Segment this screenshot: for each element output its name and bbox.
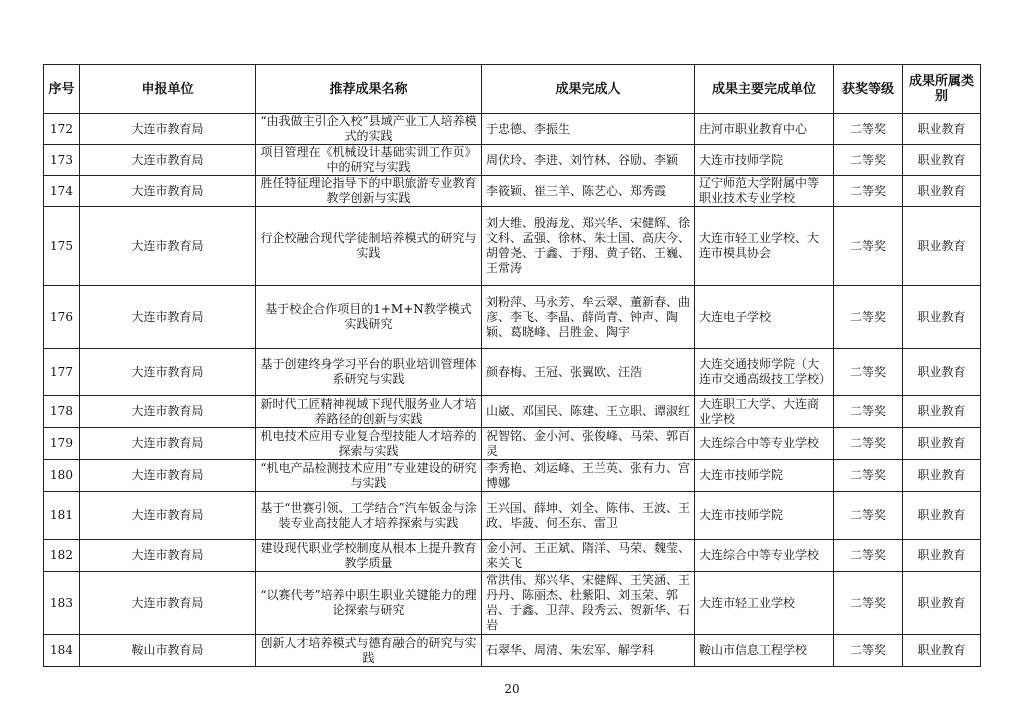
cell-main-unit: 大连职工大学、大连商业学校 <box>695 396 834 428</box>
cell-main-unit: 辽宁师范大学附属中等职业技术专业学校 <box>695 176 834 207</box>
table-row <box>44 540 981 572</box>
table-row <box>44 460 981 492</box>
cell-level: 二等奖 <box>834 396 903 428</box>
cell-unit: 大连市教育局 <box>80 492 256 540</box>
cell-level: 二等奖 <box>834 572 903 635</box>
cell-title: 创新人才培养模式与德育融合的研究与实践 <box>256 635 482 667</box>
cell-category: 职业教育 <box>903 492 981 540</box>
cell-category: 职业教育 <box>903 349 981 396</box>
cell-level: 二等奖 <box>834 286 903 349</box>
table-row <box>44 396 981 428</box>
cell-level: 二等奖 <box>834 460 903 492</box>
cell-no: 183 <box>44 572 80 635</box>
cell-people: 刘粉萍、马永芳、牟云翠、董新春、曲彦、李飞、李晶、薛尚青、钟声、陶颖、葛晓峰、吕胜金、陶宇 <box>482 286 695 349</box>
cell-no: 184 <box>44 635 80 667</box>
cell-category: 职业教育 <box>903 207 981 286</box>
cell-level: 二等奖 <box>834 428 903 460</box>
cell-level: 二等奖 <box>834 176 903 207</box>
cell-category: 职业教育 <box>903 286 981 349</box>
cell-main-unit: 大连市技师学院 <box>695 460 834 492</box>
cell-level: 二等奖 <box>834 540 903 572</box>
header-unit: 申报单位 <box>80 65 256 114</box>
table-row <box>44 492 981 540</box>
cell-no: 180 <box>44 460 80 492</box>
cell-no: 182 <box>44 540 80 572</box>
cell-main-unit: 大连市轻工业学校 <box>695 572 834 635</box>
cell-people: 王兴国、薛坤、刘全、陈伟、王波、王政、毕菠、何丕东、雷卫 <box>482 492 695 540</box>
cell-category: 职业教育 <box>903 635 981 667</box>
cell-main-unit: 大连交通技师学院（大连市交通高级技工学校） <box>695 349 834 396</box>
cell-level: 二等奖 <box>834 145 903 176</box>
cell-title: 机电技术应用专业复合型技能人才培养的探索与实践 <box>256 428 482 460</box>
cell-level: 二等奖 <box>834 207 903 286</box>
table-row <box>44 286 981 349</box>
cell-unit: 大连市教育局 <box>80 176 256 207</box>
cell-people: 颜春梅、王冠、张翼欧、汪浩 <box>482 349 695 396</box>
cell-title: 行企校融合现代学徒制培养模式的研究与实践 <box>256 207 482 286</box>
cell-no: 174 <box>44 176 80 207</box>
cell-title: “机电产品检测技术应用”专业建设的研究与实践 <box>256 460 482 492</box>
table-row <box>44 428 981 460</box>
cell-level: 二等奖 <box>834 492 903 540</box>
cell-people: 金小河、王正斌、隋洋、马荣、魏莹、来关飞 <box>482 540 695 572</box>
cell-title: 建设现代职业学校制度从根本上提升教育教学质量 <box>256 540 482 572</box>
cell-people: 山崴、邓国民、陈建、王立职、谭淑红 <box>482 396 695 428</box>
cell-category: 职业教育 <box>903 572 981 635</box>
cell-unit: 大连市教育局 <box>80 114 256 145</box>
header-level: 获奖等级 <box>834 65 903 114</box>
cell-unit: 大连市教育局 <box>80 145 256 176</box>
cell-main-unit: 大连市轻工业学校、大连市模具协会 <box>695 207 834 286</box>
cell-title: 基于“世赛引领、工学结合”汽车钣金与涂装专业高技能人才培养探索与实践 <box>256 492 482 540</box>
table-row <box>44 114 981 145</box>
cell-no: 178 <box>44 396 80 428</box>
cell-main-unit: 大连综合中等专业学校 <box>695 428 834 460</box>
cell-people: 周伏玲、李进、刘竹林、谷励、李颖 <box>482 145 695 176</box>
cell-unit: 鞍山市教育局 <box>80 635 256 667</box>
cell-no: 181 <box>44 492 80 540</box>
cell-category: 职业教育 <box>903 396 981 428</box>
cell-unit: 大连市教育局 <box>80 349 256 396</box>
table-row <box>44 176 981 207</box>
table-header-row <box>44 65 981 114</box>
cell-people: 李秀艳、刘运峰、王兰英、张有力、宫博娜 <box>482 460 695 492</box>
header-main-unit: 成果主要完成单位 <box>695 65 834 114</box>
cell-unit: 大连市教育局 <box>80 572 256 635</box>
table-row <box>44 572 981 635</box>
cell-people: 李筱颖、崔三羊、陈艺心、郑秀霞 <box>482 176 695 207</box>
cell-title: 项目管理在《机械设计基础实训工作页》中的研究与实践 <box>256 145 482 176</box>
table-row <box>44 635 981 667</box>
cell-title: “以赛代考”培养中职生职业关键能力的理论探索与研究 <box>256 572 482 635</box>
table-row <box>44 349 981 396</box>
cell-unit: 大连市教育局 <box>80 428 256 460</box>
cell-category: 职业教育 <box>903 114 981 145</box>
cell-no: 177 <box>44 349 80 396</box>
cell-main-unit: 庄河市职业教育中心 <box>695 114 834 145</box>
cell-no: 175 <box>44 207 80 286</box>
cell-people: 于忠德、李振生 <box>482 114 695 145</box>
cell-unit: 大连市教育局 <box>80 540 256 572</box>
cell-level: 二等奖 <box>834 349 903 396</box>
cell-title: “由我做主引企入校”县域产业工人培养模式的实践 <box>256 114 482 145</box>
cell-title: 基于创建终身学习平台的职业培训管理体系研究与实践 <box>256 349 482 396</box>
cell-no: 176 <box>44 286 80 349</box>
cell-main-unit: 鞍山市信息工程学校 <box>695 635 834 667</box>
cell-category: 职业教育 <box>903 540 981 572</box>
cell-main-unit: 大连市技师学院 <box>695 492 834 540</box>
cell-unit: 大连市教育局 <box>80 396 256 428</box>
cell-no: 173 <box>44 145 80 176</box>
cell-title: 基于校企合作项目的1+M+N教学模式实践研究 <box>256 286 482 349</box>
cell-unit: 大连市教育局 <box>80 460 256 492</box>
cell-level: 二等奖 <box>834 114 903 145</box>
cell-category: 职业教育 <box>903 145 981 176</box>
cell-title: 新时代工匠精神视域下现代服务业人才培养路径的创新与实践 <box>256 396 482 428</box>
header-no: 序号 <box>44 65 80 114</box>
cell-no: 179 <box>44 428 80 460</box>
cell-people: 刘大维、殷海龙、郑兴华、宋健辉、徐文科、孟强、徐林、朱士国、高庆今、胡曾尧、于鑫、于翔、黄子铭、王巍、王常涛 <box>482 207 695 286</box>
cell-unit: 大连市教育局 <box>80 207 256 286</box>
table-row <box>44 207 981 286</box>
cell-people: 常洪伟、郑兴华、宋健辉、王笑涵、王丹丹、陈丽杰、杜紫阳、刘玉荣、郭岩、于鑫、卫萍、段秀云、贺新华、石岩 <box>482 572 695 635</box>
cell-category: 职业教育 <box>903 460 981 492</box>
cell-title: 胜任特征理论指导下的中职旅游专业教育教学创新与实践 <box>256 176 482 207</box>
cell-category: 职业教育 <box>903 176 981 207</box>
cell-category: 职业教育 <box>903 428 981 460</box>
header-people: 成果完成人 <box>482 65 695 114</box>
table-row <box>44 145 981 176</box>
cell-unit: 大连市教育局 <box>80 286 256 349</box>
cell-level: 二等奖 <box>834 635 903 667</box>
cell-main-unit: 大连综合中等专业学校 <box>695 540 834 572</box>
cell-main-unit: 大连市技师学院 <box>695 145 834 176</box>
header-title: 推荐成果名称 <box>256 65 482 114</box>
cell-people: 祝智铭、金小河、张俊峰、马荣、郭百灵 <box>482 428 695 460</box>
cell-people: 石翠华、周清、朱宏军、解学科 <box>482 635 695 667</box>
page-number: 20 <box>504 682 520 696</box>
awards-table <box>43 64 981 667</box>
header-category: 成果所属类别 <box>903 65 981 114</box>
cell-no: 172 <box>44 114 80 145</box>
cell-main-unit: 大连电子学校 <box>695 286 834 349</box>
